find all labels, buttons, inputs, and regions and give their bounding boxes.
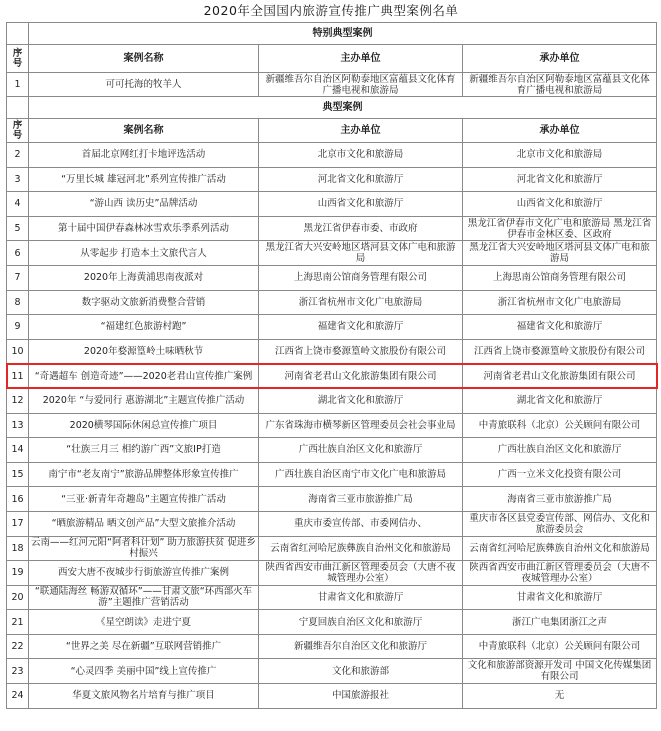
host-unit: 上海思南公馆商务管理有限公司 bbox=[259, 265, 463, 290]
row-number: 7 bbox=[7, 265, 29, 290]
organizer-unit: 湖北省文化和旅游厅 bbox=[463, 388, 657, 413]
row-number: 19 bbox=[7, 561, 29, 586]
table-row bbox=[7, 413, 657, 438]
header-host: 主办单位 bbox=[259, 119, 463, 143]
row-number: 21 bbox=[7, 610, 29, 635]
organizer-unit: 江西省上饶市婺源篁岭文旅股份有限公司 bbox=[463, 339, 657, 364]
header-case-name: 案例名称 bbox=[29, 119, 259, 143]
case-table bbox=[6, 22, 657, 709]
organizer-unit: 河南省老君山文化旅游集团有限公司 bbox=[463, 364, 657, 389]
case-name: 2020年上海黄浦思南夜派对 bbox=[29, 265, 259, 290]
case-name: 2020年婺源篁岭土味晒秋节 bbox=[29, 339, 259, 364]
row-number: 6 bbox=[7, 241, 29, 266]
organizer-unit: 广西一立米文化投资有限公司 bbox=[463, 462, 657, 487]
case-name: 可可托海的牧羊人 bbox=[29, 73, 259, 97]
table-row bbox=[7, 610, 657, 635]
row-number: 9 bbox=[7, 315, 29, 340]
table-row bbox=[7, 216, 657, 241]
host-unit: 黑龙江省大兴安岭地区塔河县文体广电和旅游局 bbox=[259, 241, 463, 266]
host-unit: 甘肃省文化和旅游厅 bbox=[259, 585, 463, 610]
organizer-unit: 甘肃省文化和旅游厅 bbox=[463, 585, 657, 610]
organizer-unit: 浙江省杭州市文化广电旅游局 bbox=[463, 290, 657, 315]
table-row bbox=[7, 241, 657, 266]
section-spacer bbox=[7, 23, 29, 45]
special-section-title-label: 特别典型案例 bbox=[29, 23, 657, 45]
header-organizer: 承办单位 bbox=[463, 119, 657, 143]
row-number: 1 bbox=[7, 73, 29, 97]
case-name: 数字驱动文旅新消费整合营销 bbox=[29, 290, 259, 315]
section-spacer bbox=[7, 97, 29, 119]
row-number: 12 bbox=[7, 388, 29, 413]
table-row bbox=[7, 388, 657, 413]
row-number: 18 bbox=[7, 536, 29, 561]
typical-section-title-label: 典型案例 bbox=[29, 97, 657, 119]
case-name: “游山西 读历史”品牌活动 bbox=[29, 192, 259, 217]
host-unit: 陕西省西安市曲江新区管理委员会（大唐不夜城管理办公室） bbox=[259, 561, 463, 586]
host-unit: 湖北省文化和旅游厅 bbox=[259, 388, 463, 413]
host-unit: 河南省老君山文化旅游集团有限公司 bbox=[259, 364, 463, 389]
organizer-unit: 海南省三亚市旅游推广局 bbox=[463, 487, 657, 512]
table-row bbox=[7, 487, 657, 512]
row-number: 5 bbox=[7, 216, 29, 241]
table-row bbox=[7, 339, 657, 364]
case-name: 首届北京网红打卡地评选活动 bbox=[29, 143, 259, 168]
host-unit: 江西省上饶市婺源篁岭文旅股份有限公司 bbox=[259, 339, 463, 364]
organizer-unit: 中青旅联科（北京）公关顾问有限公司 bbox=[463, 413, 657, 438]
table-row bbox=[7, 315, 657, 340]
header-host: 主办单位 bbox=[259, 45, 463, 73]
case-name: 南宁市“老友南宁”旅游品牌整体形象宣传推广 bbox=[29, 462, 259, 487]
case-table-body bbox=[7, 23, 657, 709]
host-unit: 广西壮族自治区文化和旅游厅 bbox=[259, 438, 463, 463]
host-unit: 广西壮族自治区南宁市文化广电和旅游局 bbox=[259, 462, 463, 487]
case-name: “壮族三月三 相约游广西”文旅IP打造 bbox=[29, 438, 259, 463]
header-case-name: 案例名称 bbox=[29, 45, 259, 73]
table-row bbox=[7, 561, 657, 586]
organizer-unit: 新疆维吾尔自治区阿勒泰地区富蕴县文化体育广播电视和旅游局 bbox=[463, 73, 657, 97]
case-name: 华夏文旅风物名片培育与推广项目 bbox=[29, 684, 259, 709]
row-number: 4 bbox=[7, 192, 29, 217]
table-row bbox=[7, 634, 657, 659]
header-organizer: 承办单位 bbox=[463, 45, 657, 73]
table-row bbox=[7, 167, 657, 192]
row-number: 15 bbox=[7, 462, 29, 487]
organizer-unit: 浙江广电集团浙江之声 bbox=[463, 610, 657, 635]
case-name: “万里长城 雄冠河北”系列宣传推广活动 bbox=[29, 167, 259, 192]
row-number: 17 bbox=[7, 511, 29, 536]
case-name: 2020横琴国际休闲总宣传推广项目 bbox=[29, 413, 259, 438]
table-row bbox=[7, 290, 657, 315]
case-name: “世界之美 尽在新疆”互联网营销推广 bbox=[29, 634, 259, 659]
table-row bbox=[7, 192, 657, 217]
host-unit: 文化和旅游部 bbox=[259, 659, 463, 684]
host-unit: 中国旅游报社 bbox=[259, 684, 463, 709]
typical-section-title bbox=[7, 97, 657, 119]
organizer-unit: 文化和旅游部资源开发司 中国文化传媒集团有限公司 bbox=[463, 659, 657, 684]
organizer-unit: 中青旅联科（北京）公关顾问有限公司 bbox=[463, 634, 657, 659]
row-number: 14 bbox=[7, 438, 29, 463]
organizer-unit: 福建省文化和旅游厅 bbox=[463, 315, 657, 340]
organizer-unit: 北京市文化和旅游局 bbox=[463, 143, 657, 168]
case-name: 从零起步 打造本土文旅代言人 bbox=[29, 241, 259, 266]
table-row bbox=[7, 143, 657, 168]
organizer-unit: 上海思南公馆商务管理有限公司 bbox=[463, 265, 657, 290]
organizer-unit: 河北省文化和旅游厅 bbox=[463, 167, 657, 192]
header-row bbox=[7, 119, 657, 143]
row-number: 2 bbox=[7, 143, 29, 168]
special-section-title bbox=[7, 23, 657, 45]
case-name: 云南——红河元阳“阿者科计划” 助力旅游扶贫 促进乡村振兴 bbox=[29, 536, 259, 561]
host-unit: 新疆维吾尔自治区阿勒泰地区富蕴县文化体育广播电视和旅游局 bbox=[259, 73, 463, 97]
table-row bbox=[7, 462, 657, 487]
organizer-unit: 重庆市各区县党委宣传部、网信办、文化和旅游委员会 bbox=[463, 511, 657, 536]
table-row bbox=[7, 684, 657, 709]
host-unit: 北京市文化和旅游局 bbox=[259, 143, 463, 168]
host-unit: 浙江省杭州市文化广电旅游局 bbox=[259, 290, 463, 315]
header-row bbox=[7, 45, 657, 73]
host-unit: 黑龙江省伊春市委、市政府 bbox=[259, 216, 463, 241]
case-name: 2020年 “与爱同行 惠游湖北”主题宣传推广活动 bbox=[29, 388, 259, 413]
case-name: 《星空朗读》走进宁夏 bbox=[29, 610, 259, 635]
case-name: 第十届中国伊春森林冰雪欢乐季系列活动 bbox=[29, 216, 259, 241]
host-unit: 宁夏回族自治区文化和旅游厅 bbox=[259, 610, 463, 635]
table-row bbox=[7, 364, 657, 389]
header-seq: 序号 bbox=[7, 45, 29, 73]
host-unit: 山西省文化和旅游厅 bbox=[259, 192, 463, 217]
document bbox=[6, 0, 656, 709]
row-number: 3 bbox=[7, 167, 29, 192]
row-number: 11 bbox=[7, 364, 29, 389]
case-name: 西安大唐不夜城步行街旅游宣传推广案例 bbox=[29, 561, 259, 586]
host-unit: 河北省文化和旅游厅 bbox=[259, 167, 463, 192]
table-row bbox=[7, 659, 657, 684]
organizer-unit: 黑龙江省伊春市文化广电和旅游局 黑龙江省伊春市金林区委、区政府 bbox=[463, 216, 657, 241]
row-number: 24 bbox=[7, 684, 29, 709]
organizer-unit: 无 bbox=[463, 684, 657, 709]
table-row bbox=[7, 536, 657, 561]
page-title: 2020年全国国内旅游宣传推广典型案例名单 bbox=[203, 3, 459, 18]
case-name: “福建红色旅游村跑” bbox=[29, 315, 259, 340]
host-unit: 广东省珠海市横琴新区管理委员会社会事业局 bbox=[259, 413, 463, 438]
organizer-unit: 黑龙江省大兴安岭地区塔河县文体广电和旅游局 bbox=[463, 241, 657, 266]
row-number: 16 bbox=[7, 487, 29, 512]
organizer-unit: 云南省红河哈尼族彝族自治州文化和旅游局 bbox=[463, 536, 657, 561]
organizer-unit: 山西省文化和旅游厅 bbox=[463, 192, 657, 217]
case-name: “三亚·新青年奇趣岛”主题宣传推广活动 bbox=[29, 487, 259, 512]
host-unit: 云南省红河哈尼族彝族自治州文化和旅游局 bbox=[259, 536, 463, 561]
header-seq: 序号 bbox=[7, 119, 29, 143]
table-row bbox=[7, 511, 657, 536]
host-unit: 福建省文化和旅游厅 bbox=[259, 315, 463, 340]
table-row bbox=[7, 265, 657, 290]
organizer-unit: 广西壮族自治区文化和旅游厅 bbox=[463, 438, 657, 463]
case-name: “晒旅游精品 晒文创产品”大型文旅推介活动 bbox=[29, 511, 259, 536]
row-number: 13 bbox=[7, 413, 29, 438]
row-number: 23 bbox=[7, 659, 29, 684]
organizer-unit: 陕西省西安市曲江新区管理委员会（大唐不夜城管理办公室） bbox=[463, 561, 657, 586]
host-unit: 海南省三亚市旅游推广局 bbox=[259, 487, 463, 512]
case-name: “联通陆海丝 畅游双循环”——甘肃文旅“环西部火车游”主题推广营销活动 bbox=[29, 585, 259, 610]
host-unit: 新疆维吾尔自治区文化和旅游厅 bbox=[259, 634, 463, 659]
host-unit: 重庆市委宣传部、市委网信办、 bbox=[259, 511, 463, 536]
table-row bbox=[7, 438, 657, 463]
row-number: 20 bbox=[7, 585, 29, 610]
case-name: “奇遇超车 创造奇迹”——2020老君山宣传推广案例 bbox=[29, 364, 259, 389]
table-row bbox=[7, 585, 657, 610]
case-name: “心灵四季 美丽中国”线上宣传推广 bbox=[29, 659, 259, 684]
table-row bbox=[7, 73, 657, 97]
row-number: 10 bbox=[7, 339, 29, 364]
row-number: 22 bbox=[7, 634, 29, 659]
row-number: 8 bbox=[7, 290, 29, 315]
